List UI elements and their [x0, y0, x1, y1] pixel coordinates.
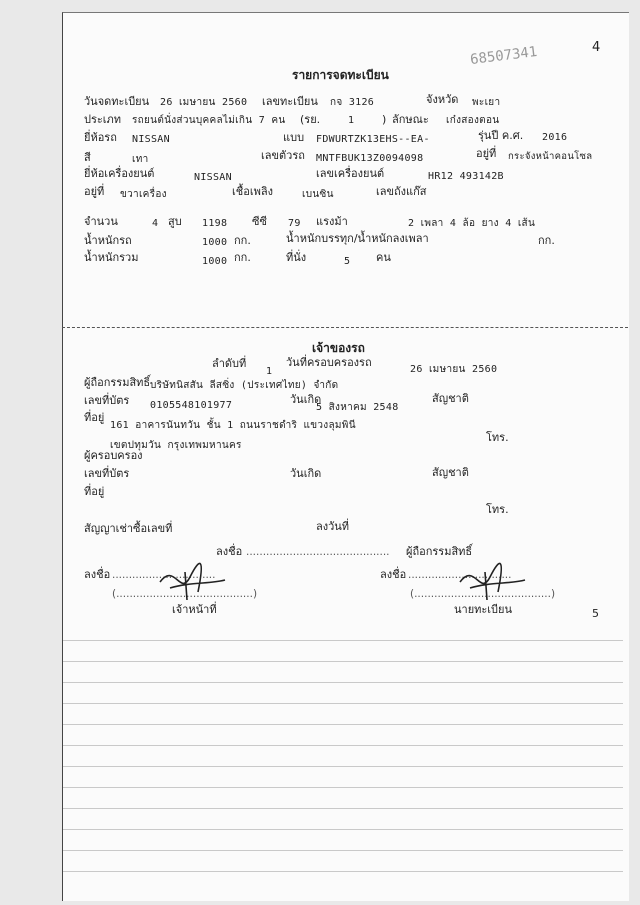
- dob-label: วันเกิด: [290, 393, 322, 406]
- tank-label: เลขถังแก๊ส: [376, 185, 427, 198]
- address-label: ที่อยู่: [84, 411, 105, 424]
- reg-date: 26 เมษายน 2560: [160, 97, 248, 108]
- weight: 1000: [202, 237, 228, 248]
- model-label: แบบ: [283, 131, 305, 144]
- rs-label: (รย.: [300, 113, 321, 126]
- tel-label-2: โทร.: [486, 503, 509, 516]
- plate: กจ 3126: [330, 97, 375, 108]
- sign-left-dots: ...............................: [112, 569, 216, 581]
- chassis: MNTFBUK13Z0094098: [316, 153, 424, 164]
- address-line-2: เขตปทุมวัน กรุงเทพมหานคร: [110, 440, 242, 451]
- possession-label: วันที่ครอบครองรถ: [286, 356, 372, 369]
- owner-sign-label: ลงชื่อ: [216, 545, 243, 558]
- type: รถยนต์นั่งส่วนบุคคลไม่เกิน 7 คน: [132, 115, 286, 126]
- stamp-number: 68507341: [469, 43, 539, 69]
- reg-date-label: วันจดทะเบียน: [84, 95, 150, 108]
- possessor-label: ผู้ครอบครอง: [84, 449, 143, 462]
- style-label: ลักษณะ: [392, 113, 429, 126]
- plate-label: เลขทะเบียน: [262, 95, 318, 108]
- gross-label: น้ำหนักรวม: [84, 251, 139, 264]
- engine-loc-label: อยู่ที่: [84, 185, 105, 198]
- kg-unit-3: กก.: [234, 251, 251, 264]
- sign-left-label: ลงชื่อ: [84, 568, 111, 581]
- chassis-loc: กระจังหน้าคอนโซล: [508, 151, 593, 162]
- style: เก๋งสองตอน: [446, 115, 500, 126]
- dob-label-2: วันเกิด: [290, 467, 322, 480]
- owner-sign-suffix: ผู้ถือกรรมสิทธิ์: [406, 545, 473, 558]
- color: เทา: [132, 154, 149, 165]
- registration-title: รายการจดทะเบียน: [292, 68, 389, 82]
- id-label-2: เลขที่บัตร: [84, 467, 130, 480]
- cc: 79: [288, 218, 301, 229]
- gross: 1000: [202, 256, 228, 267]
- engine-brand-label: ยี่ห้อเครื่องยนต์: [84, 167, 155, 180]
- model: FDWURTZK13EHS--EA-: [316, 134, 430, 145]
- contract-label: สัญญาเช่าซื้อเลขที่: [84, 522, 173, 535]
- id-number: 0105548101977: [150, 400, 233, 411]
- nationality-label: สัญชาติ: [432, 392, 469, 405]
- qty-label: จำนวน: [84, 215, 118, 228]
- chassis-label: เลขตัวรถ: [261, 149, 305, 162]
- cyl: 1198: [202, 218, 228, 229]
- fuel: เบนซิน: [302, 189, 334, 200]
- fuel-label: เชื้อเพลิง: [232, 185, 273, 198]
- registrar-signature: [450, 552, 530, 602]
- sign-right-label: ลงชื่อ: [380, 568, 407, 581]
- color-label: สี: [84, 151, 91, 164]
- province: พะเยา: [472, 97, 501, 108]
- contract-date-label: ลงวันที่: [316, 520, 350, 533]
- qty: 4: [152, 218, 159, 229]
- page-number: 4: [592, 40, 601, 55]
- sign-right-dots: ...............................: [408, 569, 512, 581]
- rs-close: ): [382, 113, 387, 126]
- persons-unit: คน: [376, 251, 391, 264]
- owner-sign-dots: ...........................................: [246, 546, 390, 558]
- chassis-loc-label: อยู่ที่: [476, 147, 497, 160]
- sign-right-paren: (.........................................): [410, 588, 556, 600]
- seats: 5: [344, 256, 351, 267]
- address-label-2: ที่อยู่: [84, 485, 105, 498]
- weight-label: น้ำหนักรถ: [84, 234, 132, 247]
- engine-loc: ขวาเครื่อง: [120, 189, 167, 200]
- id-label: เลขที่บัตร: [84, 394, 130, 407]
- sign-left-paren: (.........................................): [112, 588, 258, 600]
- order-label: ลำดับที่: [212, 357, 247, 370]
- address-line-1: 161 อาคารนันทวัน ชั้น 1 ถนนราชดำริ แขวงลุมพินี: [110, 420, 356, 431]
- province-label: จังหวัด: [426, 93, 459, 106]
- cyl-label: สูบ: [168, 215, 182, 228]
- hp-label: แรงม้า: [316, 215, 348, 228]
- registrar-label: นายทะเบียน: [454, 603, 513, 616]
- load-label: น้ำหนักบรรทุก/น้ำหนักลงเพลา: [286, 232, 429, 245]
- brand-label: ยี่ห้อรถ: [84, 131, 117, 144]
- engine-brand: NISSAN: [194, 172, 232, 183]
- section-divider: [62, 327, 628, 328]
- page-mark: 5: [592, 607, 599, 620]
- officer-label: เจ้าหน้าที่: [172, 603, 217, 616]
- year: 2016: [542, 132, 568, 143]
- officer-signature: [150, 552, 230, 602]
- cc-label: ซีซี: [252, 215, 267, 228]
- kg-unit-2: กก.: [538, 234, 555, 247]
- owner-title: เจ้าของรถ: [312, 341, 365, 355]
- nationality-label-2: สัญชาติ: [432, 466, 469, 479]
- year-label: รุ่นปี ค.ศ.: [478, 129, 524, 142]
- type-label: ประเภท: [84, 113, 122, 126]
- brand: NISSAN: [132, 134, 170, 145]
- kg-unit-1: กก.: [234, 234, 251, 247]
- possession-date: 26 เมษายน 2560: [410, 364, 498, 375]
- seats-label: ที่นั่ง: [286, 251, 307, 264]
- axle: 2 เพลา 4 ล้อ ยาง 4 เส้น: [408, 218, 536, 229]
- tel-label: โทร.: [486, 431, 509, 444]
- engine-no: HR12 493142B: [428, 171, 504, 182]
- owner-label: ผู้ถือกรรมสิทธิ์: [84, 376, 151, 389]
- rs-value: 1: [348, 115, 355, 126]
- engine-no-label: เลขเครื่องยนต์: [316, 167, 385, 180]
- order: 1: [266, 366, 273, 377]
- owner-name: บริษัทนิสสัน ลีสซิ่ง (ประเทศไทย) จำกัด: [150, 380, 339, 391]
- dob: 5 สิงหาคม 2548: [316, 402, 399, 413]
